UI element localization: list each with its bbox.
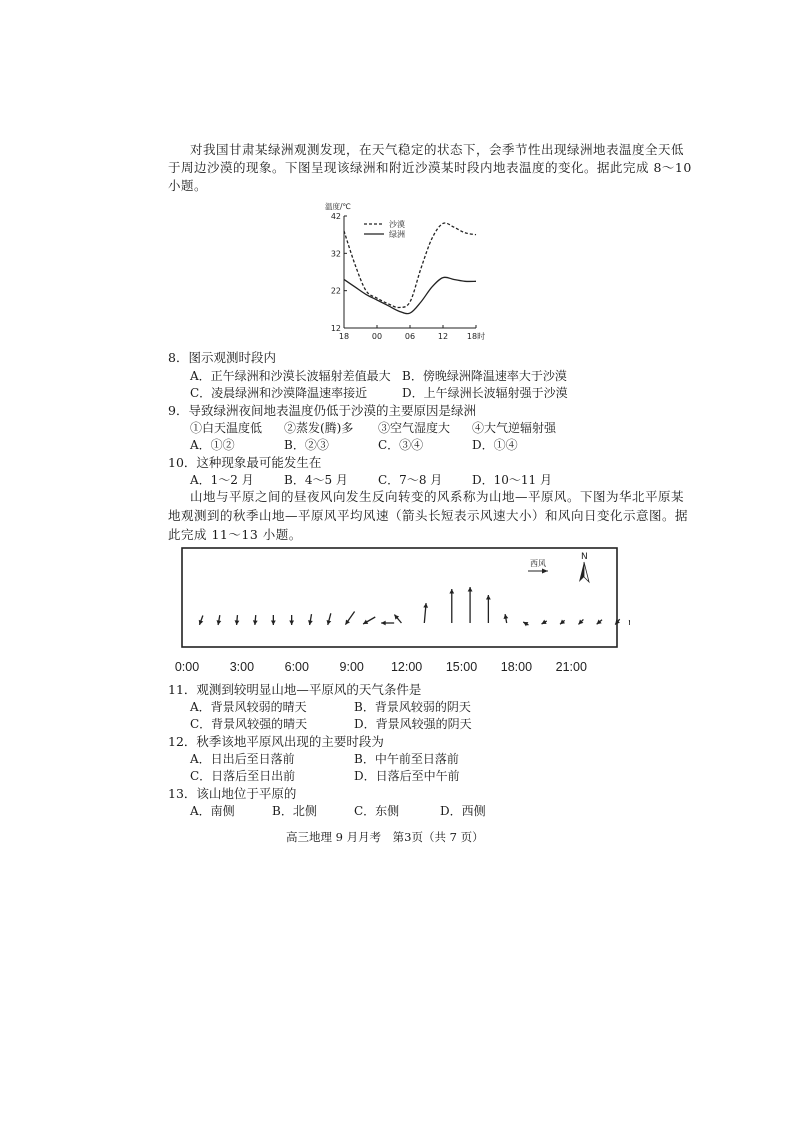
north-arrow-right xyxy=(584,562,589,582)
q11-option-b: B．背景风较弱的阴天 xyxy=(354,700,471,714)
wind-x-tick-label: 3:00 xyxy=(229,660,255,674)
q11-option-d: D．背景风较强的阴天 xyxy=(354,717,472,731)
wind-x-tick-label: 21:00 xyxy=(555,660,587,674)
q9-option-b: B．②③ xyxy=(284,438,329,452)
wind-vector-head xyxy=(486,595,491,600)
temp-x-tick-label: 18时 xyxy=(466,332,486,341)
temp-y-tick-label: 32 xyxy=(330,249,341,259)
q9-item-1: ①白天温度低 xyxy=(190,421,263,435)
temp-legend-label: 绿洲 xyxy=(389,230,405,239)
q8-stem: 8．图示观测时段内 xyxy=(168,350,276,365)
wind-vector-head xyxy=(468,587,473,592)
wind-vector-head xyxy=(381,621,386,626)
intro-line-1: 对我国甘肃某绿洲观测发现，在天气稳定的状态下，会季节性出现绿洲地表温度全天低 xyxy=(190,142,685,157)
q9-option-c: C．③④ xyxy=(378,438,424,452)
page-footer: 高三地理 9 月月考 第3页（共 7 页） xyxy=(286,830,484,844)
temp-series-oasis-line xyxy=(344,277,476,313)
temp-legend-label: 沙漠 xyxy=(389,220,405,229)
intro2-line-2: 地观测到的秋季山地—平原风平均风速（箭头长短表示风速大小）和风向日变化示意图。据 xyxy=(168,508,689,523)
intro-line-2: 于周边沙漠的现象。下图呈现该绿洲和附近沙漠某时段内地表温度的变化。据此完成 8～10 xyxy=(168,160,692,175)
temp-x-tick-label: 06 xyxy=(404,332,416,341)
q13-option-b: B．北侧 xyxy=(272,804,317,818)
temp-series-desert-line xyxy=(344,223,476,308)
wind-x-tick-label: 18:00 xyxy=(500,660,533,674)
intro2-line-3: 此完成 11～13 小题。 xyxy=(168,527,302,542)
q8-option-d: D．上午绿洲长波辐射强于沙漠 xyxy=(402,386,568,400)
wind-chart xyxy=(170,545,630,680)
temperature-chart xyxy=(322,200,492,348)
temp-x-tick-label: 12 xyxy=(437,332,449,341)
q8-option-b: B．傍晚绿洲降温速率大于沙漠 xyxy=(402,369,567,383)
intro2-line-1: 山地与平原之间的昼夜风向发生反向转变的风系称为山地—平原风。下图为华北平原某 xyxy=(190,489,685,504)
q11-option-a: A．背景风较弱的晴天 xyxy=(190,700,307,714)
wind-vector-head xyxy=(449,589,454,594)
wind-x-tick-label: 15:00 xyxy=(445,660,478,674)
temp-y-tick-label: 42 xyxy=(330,212,341,221)
q12-option-b: B．中午前至日落前 xyxy=(354,752,459,766)
q13-option-a: A．南侧 xyxy=(190,804,235,818)
wind-vector-head xyxy=(235,620,240,625)
q12-option-d: D．日落后至中午前 xyxy=(354,769,460,783)
wind-vector-head xyxy=(271,621,276,626)
q11-option-c: C．背景风较强的晴天 xyxy=(190,717,308,731)
legend-wind-arrowhead xyxy=(542,569,548,574)
north-label: N xyxy=(581,552,588,562)
wind-x-tick-label: 12:00 xyxy=(390,660,423,674)
north-arrow-left xyxy=(579,562,584,582)
q10-option-c: C．7～8 月 xyxy=(378,473,443,487)
q9-item-4: ④大气逆辐射强 xyxy=(472,421,557,435)
q9-item-2: ②蒸发(腾)多 xyxy=(284,421,354,435)
q10-option-b: B．4～5 月 xyxy=(284,473,348,487)
q9-item-3: ③空气湿度大 xyxy=(378,421,451,435)
q12-stem: 12．秋季该地平原风出现的主要时段为 xyxy=(168,734,384,749)
q9-stem: 9．导致绿洲夜间地表温度仍低于沙漠的主要原因是绿洲 xyxy=(168,403,476,418)
q8-option-a: A．正午绿洲和沙漠长波辐射差值最大 xyxy=(190,369,391,383)
q13-stem: 13．该山地位于平原的 xyxy=(168,786,297,801)
q13-option-c: C．东侧 xyxy=(354,804,400,818)
wind-x-tick-label: 0:00 xyxy=(174,660,200,674)
wind-x-tick-label: 6:00 xyxy=(284,660,309,674)
temp-y-axis-label: 温度/℃ xyxy=(325,202,351,211)
q10-stem: 10．这种现象最可能发生在 xyxy=(168,455,322,470)
temp-x-tick-label: 00 xyxy=(371,332,383,341)
q9-option-d: D．①④ xyxy=(472,438,518,452)
q9-option-a: A．①② xyxy=(190,438,235,452)
q11-stem: 11．观测到较明显山地—平原风的天气条件是 xyxy=(168,682,422,697)
temp-y-tick-label: 12 xyxy=(330,324,341,333)
wind-vector-head xyxy=(253,620,258,625)
q13-option-d: D．西侧 xyxy=(440,804,486,818)
wind-x-tick-label: 9:00 xyxy=(339,660,364,674)
q12-option-c: C．日落后至日出前 xyxy=(190,769,296,783)
q12-option-a: A．日出后至日落前 xyxy=(190,752,295,766)
q10-option-d: D．10～11 月 xyxy=(472,473,552,487)
intro-line-3: 小题。 xyxy=(168,178,208,193)
wind-vector-head xyxy=(289,621,294,626)
wind-vector-head xyxy=(423,603,428,608)
wind-chart-frame xyxy=(182,548,617,647)
temp-y-tick-label: 22 xyxy=(330,286,341,296)
q10-option-a: A．1～2 月 xyxy=(190,473,254,487)
q8-option-c: C．凌晨绿洲和沙漠降温速率接近 xyxy=(190,386,368,400)
temp-x-tick-label: 18 xyxy=(338,332,350,341)
legend-wind-label: 西风 xyxy=(530,559,546,568)
